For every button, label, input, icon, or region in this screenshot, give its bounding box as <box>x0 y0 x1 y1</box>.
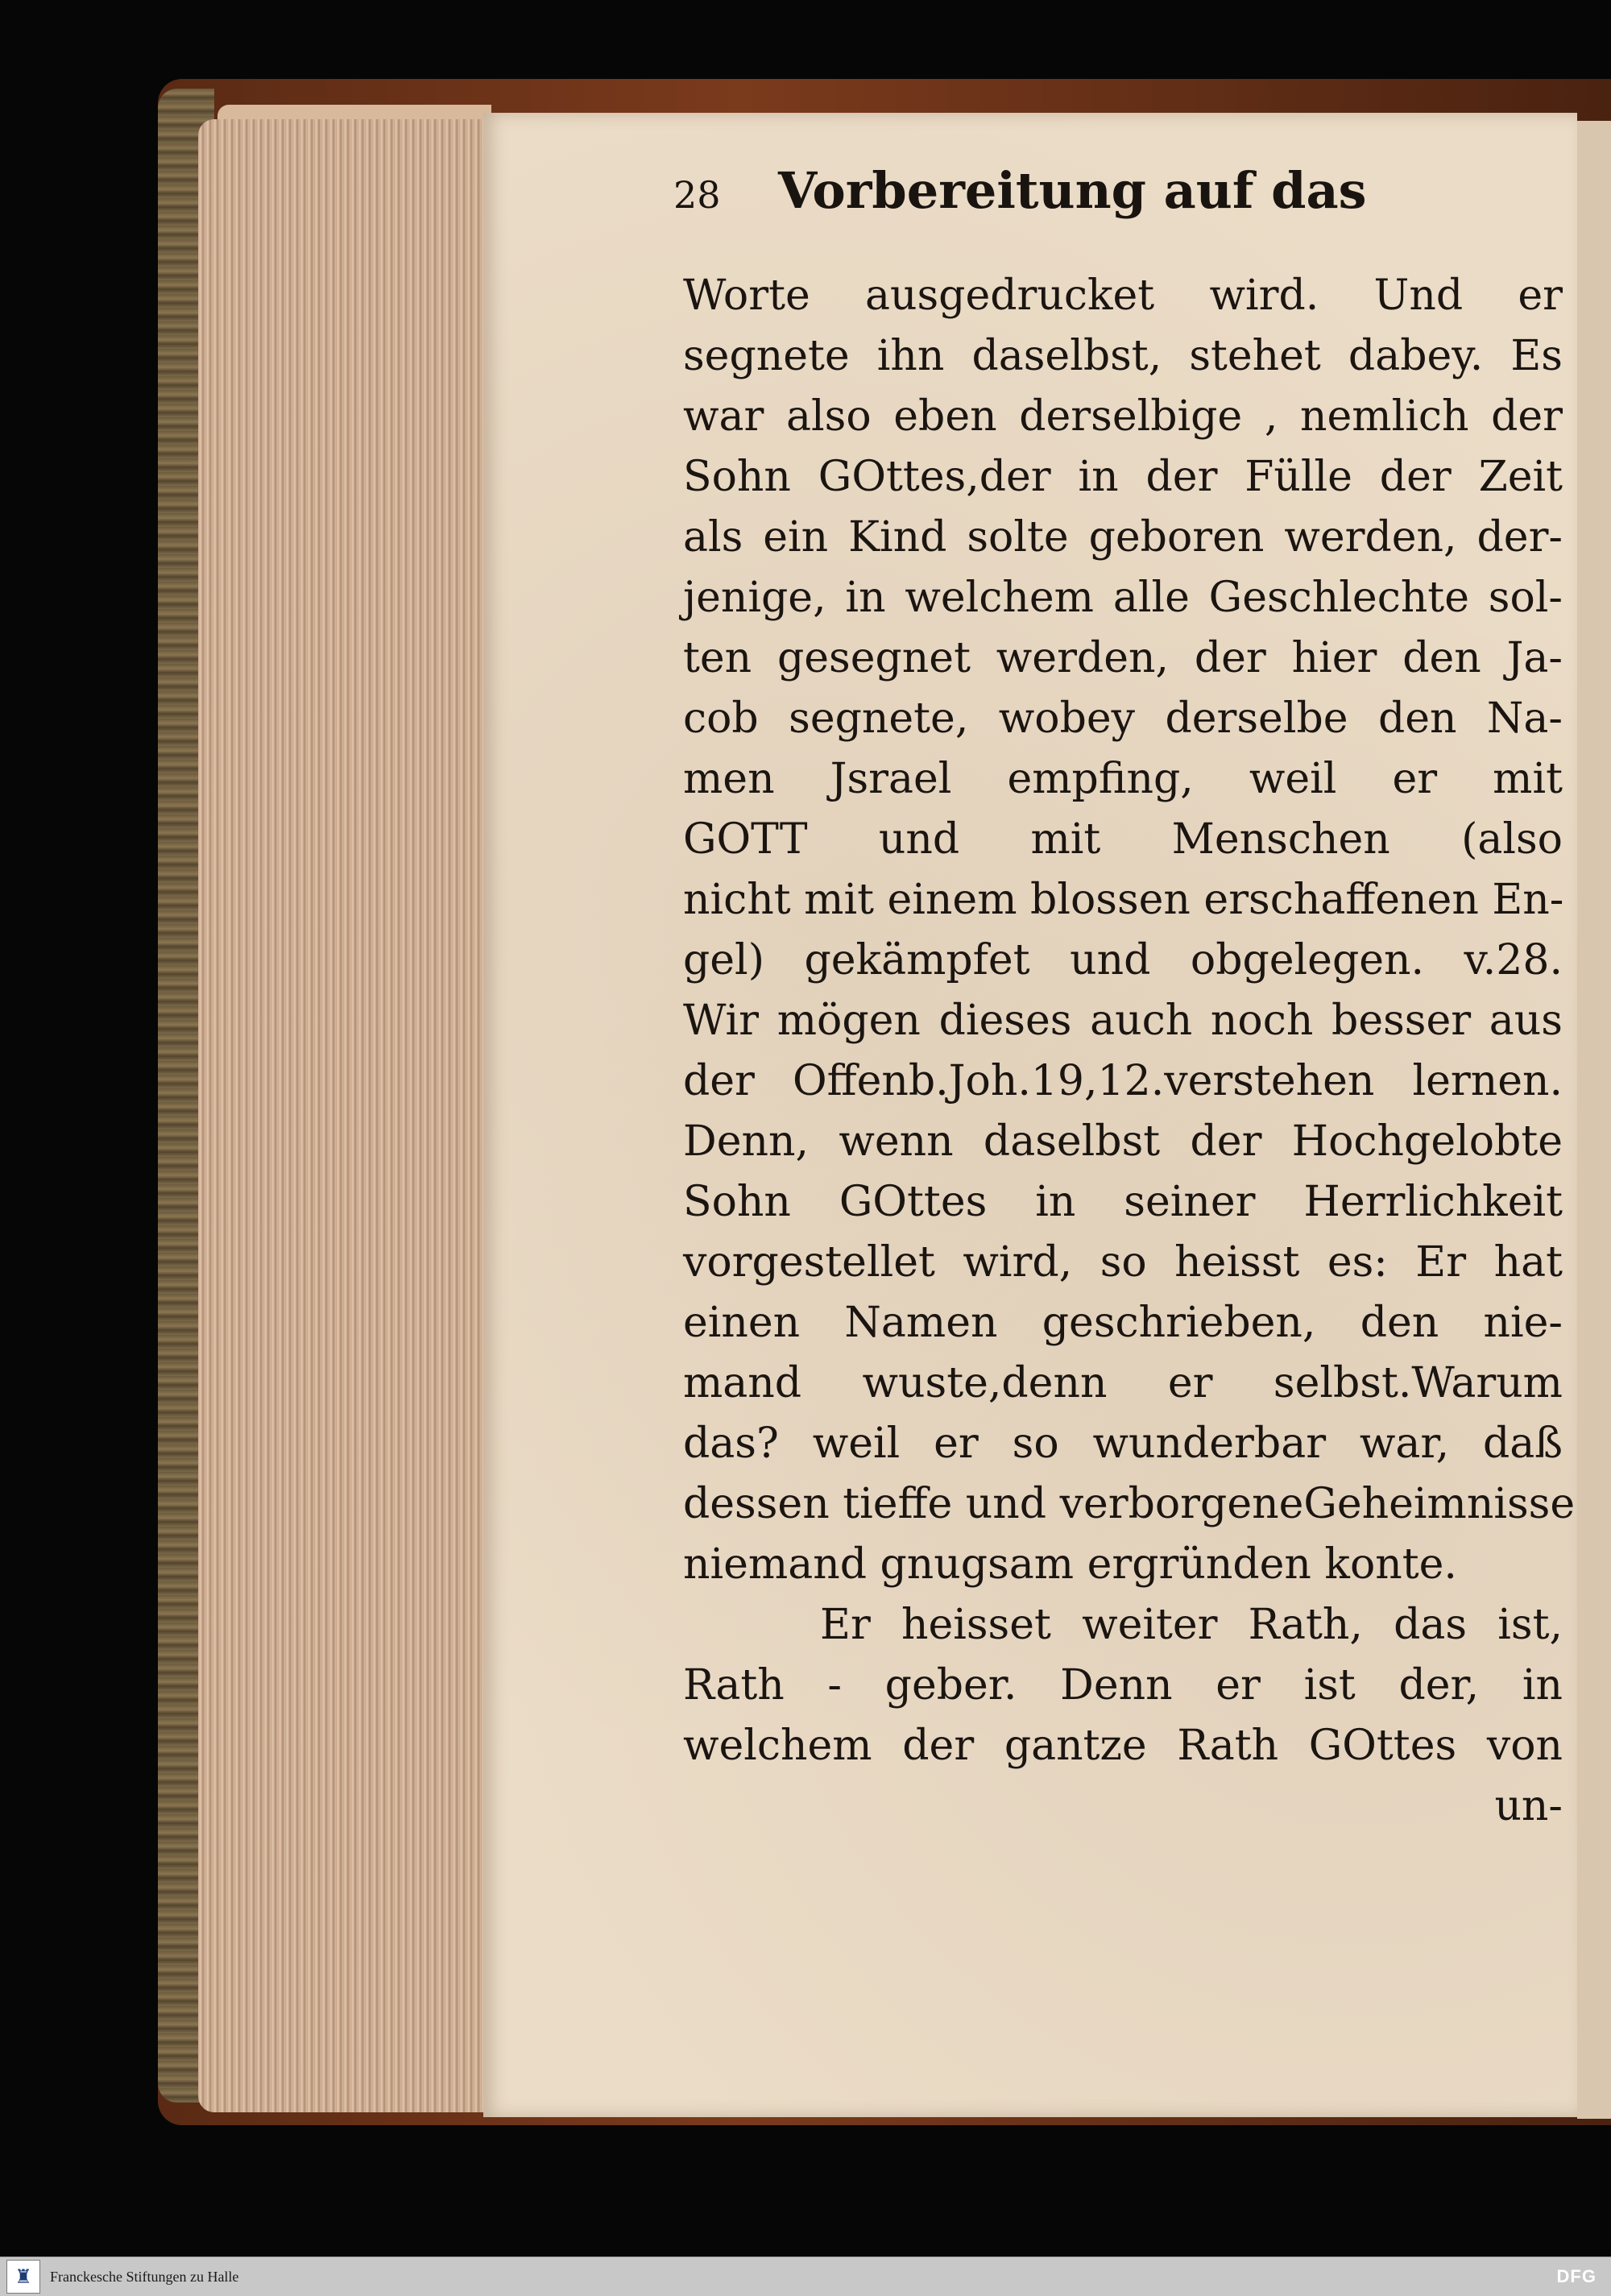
text-line: men Jsrael empfing, weil er mit <box>683 755 1563 803</box>
text-line: ten gesegnet werden, der hier den Ja- <box>683 634 1563 682</box>
text-line: jenige, in welchem alle Geschlechte sol- <box>683 574 1563 622</box>
text-line: der Offenb.Joh.19,12.verstehen lernen. <box>683 1057 1563 1105</box>
institution-emblem-icon: ♜ <box>6 2260 40 2294</box>
text-line: Wir mögen dieses auch noch besser aus <box>683 997 1563 1045</box>
text-line: als ein Kind solte geboren werden, der- <box>683 513 1563 562</box>
page-block-edge <box>198 119 488 2112</box>
text-line: niemand gnugsam ergründen konte. <box>683 1540 1457 1589</box>
text-line: welchem der gantze Rath GOttes von <box>683 1722 1563 1770</box>
text-line: Sohn GOttes in seiner Herrlichkeit <box>683 1178 1563 1226</box>
text-line: das? weil er so wunderbar war, daß <box>683 1419 1563 1468</box>
text-line: Sohn GOttes,der in der Fülle der Zeit <box>683 453 1563 501</box>
text-line: war also eben derselbige , nemlich der <box>683 392 1563 441</box>
text-line: mand wuste,denn er selbst.Warum <box>683 1359 1563 1407</box>
text-line: einen Namen geschrieben, den nie- <box>683 1299 1563 1347</box>
institution-label: Franckesche Stiftungen zu Halle <box>50 2268 239 2285</box>
running-head-title: Vorbereitung auf das <box>778 161 1367 220</box>
text-line: cob segnete, wobey derselbe den Na- <box>683 694 1563 743</box>
text-line: segnete ihn daselbst, stehet dabey. Es <box>683 332 1563 380</box>
text-line: GOTT und mit Menschen (also <box>683 815 1563 864</box>
text-line: dessen tieffe und verborgeneGeheimnisse <box>683 1480 1576 1528</box>
text-line: Worte ausgedrucket wird. Und er <box>683 271 1563 320</box>
page-number: 28 <box>673 173 721 217</box>
dfg-logo: DFG <box>1556 2266 1597 2286</box>
text-line: Er heisset weiter Rath, das ist, <box>820 1601 1563 1649</box>
text-block <box>683 266 1576 1837</box>
catchword: un- <box>1494 1782 1563 1830</box>
facing-page-edge <box>1577 121 1611 2119</box>
text-line: Denn, wenn daselbst der Hochgelobte <box>683 1117 1563 1166</box>
text-line: nicht mit einem blossen erschaffenen En- <box>683 876 1564 924</box>
text-line: vorgestellet wird, so heisst es: Er hat <box>683 1238 1563 1287</box>
text-line: Rath - geber. Denn er ist der, in <box>683 1661 1563 1710</box>
text-line: gel) gekämpfet und obgelegen. v.28. <box>683 936 1563 984</box>
running-head <box>673 161 1519 226</box>
viewer-footer <box>0 2257 1611 2296</box>
